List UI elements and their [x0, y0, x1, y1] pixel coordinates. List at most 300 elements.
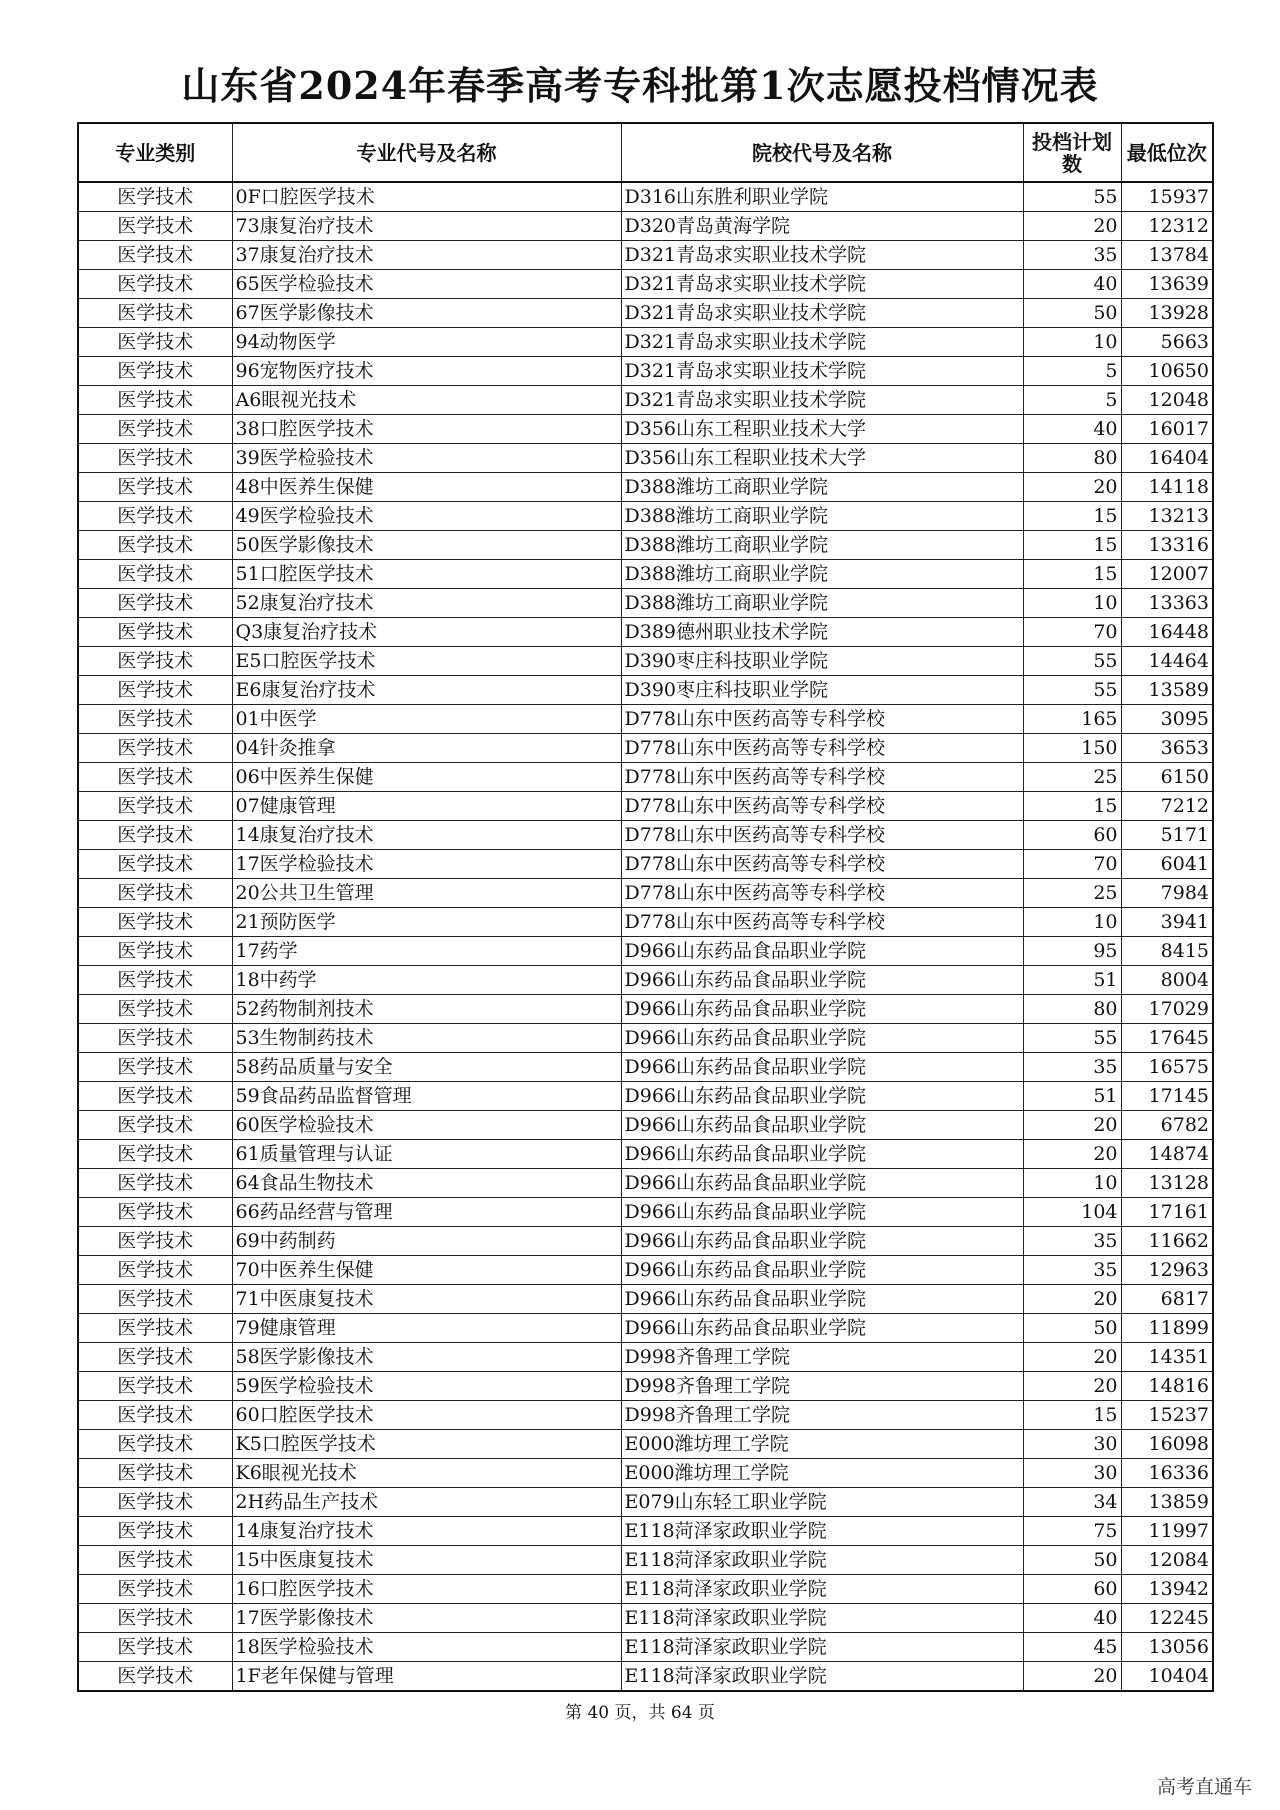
cell-plan: 20: [1023, 1285, 1121, 1314]
cell-category: 医学技术: [78, 1111, 232, 1140]
cell-school: E000潍坊理工学院: [621, 1430, 1023, 1459]
cell-category: 医学技术: [78, 386, 232, 415]
cell-plan: 50: [1023, 299, 1121, 328]
cell-category: 医学技术: [78, 647, 232, 676]
cell-category: 医学技术: [78, 589, 232, 618]
cell-category: 医学技术: [78, 473, 232, 502]
cell-category: 医学技术: [78, 734, 232, 763]
table-row: [78, 618, 1213, 647]
watermark: 高考直通车: [1156, 1776, 1252, 1798]
table-row: [78, 1285, 1213, 1314]
table-row: [78, 1053, 1213, 1082]
cell-school: D998齐鲁理工学院: [621, 1372, 1023, 1401]
cell-rank: 16017: [1121, 415, 1213, 444]
cell-rank: 8415: [1121, 937, 1213, 966]
cell-major: E5口腔医学技术: [232, 647, 621, 676]
cell-major: 50医学影像技术: [232, 531, 621, 560]
table-row: [78, 1488, 1213, 1517]
cell-major: K5口腔医学技术: [232, 1430, 621, 1459]
cell-rank: 13639: [1121, 270, 1213, 299]
cell-major: 60医学检验技术: [232, 1111, 621, 1140]
cell-major: 66药品经营与管理: [232, 1198, 621, 1227]
cell-rank: 11899: [1121, 1314, 1213, 1343]
cell-category: 医学技术: [78, 1604, 232, 1633]
cell-category: 医学技术: [78, 1459, 232, 1488]
cell-school: D356山东工程职业技术大学: [621, 444, 1023, 473]
cell-school: D966山东药品食品职业学院: [621, 1198, 1023, 1227]
cell-plan: 10: [1023, 908, 1121, 937]
table-row: [78, 1227, 1213, 1256]
table-row: [78, 357, 1213, 386]
cell-school: D320青岛黄海学院: [621, 212, 1023, 241]
table-row: [78, 212, 1213, 241]
cell-category: 医学技术: [78, 1343, 232, 1372]
cell-major: 2H药品生产技术: [232, 1488, 621, 1517]
cell-category: 医学技术: [78, 328, 232, 357]
admission-table: [77, 122, 1214, 1692]
cell-rank: 5663: [1121, 328, 1213, 357]
cell-major: 52药物制剂技术: [232, 995, 621, 1024]
cell-school: D966山东药品食品职业学院: [621, 937, 1023, 966]
table-row: [78, 705, 1213, 734]
cell-plan: 70: [1023, 618, 1121, 647]
cell-major: 70中医养生保健: [232, 1256, 621, 1285]
cell-major: Q3康复治疗技术: [232, 618, 621, 647]
table-row: [78, 908, 1213, 937]
cell-rank: 11662: [1121, 1227, 1213, 1256]
cell-school: D778山东中医药高等专科学校: [621, 734, 1023, 763]
cell-rank: 3941: [1121, 908, 1213, 937]
cell-school: D321青岛求实职业技术学院: [621, 270, 1023, 299]
cell-category: 医学技术: [78, 1372, 232, 1401]
cell-school: D778山东中医药高等专科学校: [621, 850, 1023, 879]
cell-plan: 51: [1023, 1082, 1121, 1111]
cell-plan: 15: [1023, 792, 1121, 821]
cell-category: 医学技术: [78, 792, 232, 821]
cell-major: 65医学检验技术: [232, 270, 621, 299]
cell-major: 79健康管理: [232, 1314, 621, 1343]
cell-category: 医学技术: [78, 241, 232, 270]
cell-school: D321青岛求实职业技术学院: [621, 299, 1023, 328]
cell-rank: 17029: [1121, 995, 1213, 1024]
cell-plan: 34: [1023, 1488, 1121, 1517]
cell-category: 医学技术: [78, 1198, 232, 1227]
cell-major: 61质量管理与认证: [232, 1140, 621, 1169]
cell-plan: 35: [1023, 1256, 1121, 1285]
cell-school: D390枣庄科技职业学院: [621, 676, 1023, 705]
cell-rank: 12007: [1121, 560, 1213, 589]
table-row: [78, 1459, 1213, 1488]
cell-major: 96宠物医疗技术: [232, 357, 621, 386]
cell-major: 17医学影像技术: [232, 1604, 621, 1633]
table-row: [78, 182, 1213, 212]
table-row: [78, 937, 1213, 966]
cell-school: D966山东药品食品职业学院: [621, 1082, 1023, 1111]
cell-school: D966山东药品食品职业学院: [621, 966, 1023, 995]
cell-plan: 55: [1023, 676, 1121, 705]
cell-category: 医学技术: [78, 1517, 232, 1546]
table-row: [78, 995, 1213, 1024]
cell-rank: 17161: [1121, 1198, 1213, 1227]
cell-school: D316山东胜利职业学院: [621, 182, 1023, 212]
cell-plan: 55: [1023, 647, 1121, 676]
cell-plan: 15: [1023, 560, 1121, 589]
cell-major: 71中医康复技术: [232, 1285, 621, 1314]
table-row: [78, 386, 1213, 415]
cell-category: 医学技术: [78, 1285, 232, 1314]
table-row: [78, 1604, 1213, 1633]
cell-plan: 5: [1023, 357, 1121, 386]
cell-category: 医学技术: [78, 1488, 232, 1517]
cell-plan: 55: [1023, 182, 1121, 212]
cell-rank: 13213: [1121, 502, 1213, 531]
page-number: 第 40 页，共 64 页: [565, 1703, 715, 1723]
cell-school: D356山东工程职业技术大学: [621, 415, 1023, 444]
cell-category: 医学技术: [78, 1256, 232, 1285]
table-row: [78, 531, 1213, 560]
cell-category: 医学技术: [78, 1546, 232, 1575]
cell-rank: 13928: [1121, 299, 1213, 328]
cell-major: 59食品药品监督管理: [232, 1082, 621, 1111]
cell-major: 20公共卫生管理: [232, 879, 621, 908]
cell-plan: 20: [1023, 1111, 1121, 1140]
table-row: [78, 1082, 1213, 1111]
cell-rank: 14464: [1121, 647, 1213, 676]
cell-major: 58医学影像技术: [232, 1343, 621, 1372]
cell-school: E118菏泽家政职业学院: [621, 1575, 1023, 1604]
table-row: [78, 734, 1213, 763]
cell-rank: 6782: [1121, 1111, 1213, 1140]
table-row: [78, 1111, 1213, 1140]
cell-rank: 12084: [1121, 1546, 1213, 1575]
cell-rank: 13589: [1121, 676, 1213, 705]
cell-school: D390枣庄科技职业学院: [621, 647, 1023, 676]
table-row: [78, 1198, 1213, 1227]
table-row: [78, 415, 1213, 444]
cell-major: 39医学检验技术: [232, 444, 621, 473]
cell-major: 17药学: [232, 937, 621, 966]
table-row: [78, 328, 1213, 357]
cell-category: 医学技术: [78, 1401, 232, 1430]
cell-plan: 45: [1023, 1633, 1121, 1662]
cell-plan: 60: [1023, 821, 1121, 850]
cell-major: 14康复治疗技术: [232, 1517, 621, 1546]
cell-plan: 5: [1023, 386, 1121, 415]
cell-major: 64食品生物技术: [232, 1169, 621, 1198]
cell-school: D778山东中医药高等专科学校: [621, 908, 1023, 937]
cell-major: 51口腔医学技术: [232, 560, 621, 589]
cell-category: 医学技术: [78, 763, 232, 792]
cell-major: 69中药制药: [232, 1227, 621, 1256]
table-row: [78, 270, 1213, 299]
cell-school: E118菏泽家政职业学院: [621, 1546, 1023, 1575]
cell-school: D998齐鲁理工学院: [621, 1401, 1023, 1430]
cell-major: 52康复治疗技术: [232, 589, 621, 618]
table-row: [78, 1343, 1213, 1372]
cell-category: 医学技术: [78, 705, 232, 734]
cell-major: 38口腔医学技术: [232, 415, 621, 444]
cell-rank: 12245: [1121, 1604, 1213, 1633]
cell-plan: 20: [1023, 1343, 1121, 1372]
cell-category: 医学技术: [78, 415, 232, 444]
cell-rank: 6150: [1121, 763, 1213, 792]
cell-category: 医学技术: [78, 212, 232, 241]
cell-plan: 25: [1023, 763, 1121, 792]
cell-plan: 165: [1023, 705, 1121, 734]
cell-school: D966山东药品食品职业学院: [621, 1227, 1023, 1256]
cell-rank: 14874: [1121, 1140, 1213, 1169]
cell-plan: 50: [1023, 1546, 1121, 1575]
cell-rank: 13363: [1121, 589, 1213, 618]
table-row: [78, 966, 1213, 995]
table-row: [78, 502, 1213, 531]
cell-plan: 10: [1023, 328, 1121, 357]
header-rank: 最低位次: [1121, 123, 1213, 182]
cell-major: 04针灸推拿: [232, 734, 621, 763]
cell-major: 17医学检验技术: [232, 850, 621, 879]
table-row: [78, 1169, 1213, 1198]
cell-school: D321青岛求实职业技术学院: [621, 328, 1023, 357]
cell-rank: 10404: [1121, 1662, 1213, 1692]
cell-category: 医学技术: [78, 502, 232, 531]
cell-plan: 60: [1023, 1575, 1121, 1604]
cell-category: 医学技术: [78, 357, 232, 386]
header-major: 专业代号及名称: [232, 123, 621, 182]
cell-school: D388潍坊工商职业学院: [621, 560, 1023, 589]
cell-school: E118菏泽家政职业学院: [621, 1633, 1023, 1662]
table-row: [78, 1314, 1213, 1343]
cell-category: 医学技术: [78, 908, 232, 937]
cell-plan: 80: [1023, 995, 1121, 1024]
cell-school: D321青岛求实职业技术学院: [621, 241, 1023, 270]
table-row: [78, 589, 1213, 618]
cell-major: K6眼视光技术: [232, 1459, 621, 1488]
cell-rank: 17645: [1121, 1024, 1213, 1053]
cell-category: 医学技术: [78, 618, 232, 647]
cell-major: 18医学检验技术: [232, 1633, 621, 1662]
cell-school: D388潍坊工商职业学院: [621, 531, 1023, 560]
table-row: [78, 821, 1213, 850]
cell-rank: 11997: [1121, 1517, 1213, 1546]
cell-rank: 3095: [1121, 705, 1213, 734]
cell-rank: 14118: [1121, 473, 1213, 502]
table-row: [78, 1372, 1213, 1401]
cell-rank: 13128: [1121, 1169, 1213, 1198]
cell-school: D321青岛求实职业技术学院: [621, 357, 1023, 386]
table-row: [78, 1546, 1213, 1575]
cell-major: 0F口腔医学技术: [232, 182, 621, 212]
cell-category: 医学技术: [78, 1575, 232, 1604]
cell-major: 48中医养生保健: [232, 473, 621, 502]
table-row: [78, 560, 1213, 589]
table-row: [78, 1024, 1213, 1053]
cell-category: 医学技术: [78, 821, 232, 850]
cell-rank: 16336: [1121, 1459, 1213, 1488]
cell-school: E079山东轻工职业学院: [621, 1488, 1023, 1517]
cell-rank: 16404: [1121, 444, 1213, 473]
cell-rank: 12963: [1121, 1256, 1213, 1285]
cell-plan: 40: [1023, 1604, 1121, 1633]
cell-major: 14康复治疗技术: [232, 821, 621, 850]
cell-major: 01中医学: [232, 705, 621, 734]
cell-rank: 12312: [1121, 212, 1213, 241]
header-category: 专业类别: [78, 123, 232, 182]
cell-category: 医学技术: [78, 560, 232, 589]
table-row: [78, 473, 1213, 502]
cell-plan: 50: [1023, 1314, 1121, 1343]
cell-school: D998齐鲁理工学院: [621, 1343, 1023, 1372]
cell-school: D966山东药品食品职业学院: [621, 1169, 1023, 1198]
cell-school: E118菏泽家政职业学院: [621, 1517, 1023, 1546]
cell-rank: 14351: [1121, 1343, 1213, 1372]
cell-category: 医学技术: [78, 1169, 232, 1198]
cell-category: 医学技术: [78, 531, 232, 560]
cell-plan: 150: [1023, 734, 1121, 763]
cell-category: 医学技术: [78, 1082, 232, 1111]
cell-plan: 20: [1023, 1140, 1121, 1169]
cell-major: 21预防医学: [232, 908, 621, 937]
cell-category: 医学技术: [78, 1430, 232, 1459]
cell-school: D778山东中医药高等专科学校: [621, 792, 1023, 821]
cell-rank: 10650: [1121, 357, 1213, 386]
cell-plan: 95: [1023, 937, 1121, 966]
cell-school: D388潍坊工商职业学院: [621, 589, 1023, 618]
table-row: [78, 792, 1213, 821]
cell-school: D778山东中医药高等专科学校: [621, 879, 1023, 908]
cell-major: 58药品质量与安全: [232, 1053, 621, 1082]
cell-plan: 10: [1023, 589, 1121, 618]
header-plan: 投档计划数: [1023, 123, 1121, 182]
cell-rank: 5171: [1121, 821, 1213, 850]
cell-rank: 14816: [1121, 1372, 1213, 1401]
cell-plan: 80: [1023, 444, 1121, 473]
cell-school: D966山东药品食品职业学院: [621, 1053, 1023, 1082]
cell-category: 医学技术: [78, 937, 232, 966]
cell-school: D321青岛求实职业技术学院: [621, 386, 1023, 415]
page-title: 山东省2024年春季高考专科批第1次志愿投档情况表: [181, 63, 1099, 108]
cell-plan: 20: [1023, 1662, 1121, 1692]
cell-plan: 35: [1023, 241, 1121, 270]
cell-school: D388潍坊工商职业学院: [621, 473, 1023, 502]
cell-plan: 15: [1023, 502, 1121, 531]
cell-plan: 55: [1023, 1024, 1121, 1053]
cell-rank: 7212: [1121, 792, 1213, 821]
table-body: [78, 182, 1213, 1691]
cell-category: 医学技术: [78, 182, 232, 212]
cell-plan: 75: [1023, 1517, 1121, 1546]
cell-major: 53生物制药技术: [232, 1024, 621, 1053]
cell-major: 60口腔医学技术: [232, 1401, 621, 1430]
cell-school: D778山东中医药高等专科学校: [621, 763, 1023, 792]
table-row: [78, 1633, 1213, 1662]
cell-plan: 20: [1023, 1372, 1121, 1401]
cell-rank: 3653: [1121, 734, 1213, 763]
table-row: [78, 647, 1213, 676]
cell-major: 94动物医学: [232, 328, 621, 357]
cell-plan: 104: [1023, 1198, 1121, 1227]
cell-plan: 15: [1023, 531, 1121, 560]
table-row: [78, 1401, 1213, 1430]
cell-major: 1F老年保健与管理: [232, 1662, 621, 1692]
cell-major: 37康复治疗技术: [232, 241, 621, 270]
cell-plan: 30: [1023, 1459, 1121, 1488]
cell-category: 医学技术: [78, 995, 232, 1024]
table-row: [78, 241, 1213, 270]
table-row: [78, 1517, 1213, 1546]
cell-major: 59医学检验技术: [232, 1372, 621, 1401]
cell-category: 医学技术: [78, 1053, 232, 1082]
cell-category: 医学技术: [78, 1024, 232, 1053]
cell-plan: 20: [1023, 212, 1121, 241]
cell-plan: 10: [1023, 1169, 1121, 1198]
cell-rank: 16575: [1121, 1053, 1213, 1082]
cell-rank: 8004: [1121, 966, 1213, 995]
table-header-row: [78, 123, 1213, 182]
cell-school: D778山东中医药高等专科学校: [621, 705, 1023, 734]
cell-rank: 13056: [1121, 1633, 1213, 1662]
cell-major: 18中药学: [232, 966, 621, 995]
cell-rank: 15937: [1121, 182, 1213, 212]
cell-plan: 15: [1023, 1401, 1121, 1430]
cell-category: 医学技术: [78, 850, 232, 879]
header-school: 院校代号及名称: [621, 123, 1023, 182]
cell-rank: 16448: [1121, 618, 1213, 647]
cell-major: 67医学影像技术: [232, 299, 621, 328]
table-row: [78, 1575, 1213, 1604]
cell-plan: 40: [1023, 415, 1121, 444]
cell-rank: 16098: [1121, 1430, 1213, 1459]
cell-school: D966山东药品食品职业学院: [621, 1314, 1023, 1343]
cell-school: D966山东药品食品职业学院: [621, 1285, 1023, 1314]
cell-major: 73康复治疗技术: [232, 212, 621, 241]
cell-plan: 51: [1023, 966, 1121, 995]
cell-rank: 13784: [1121, 241, 1213, 270]
cell-major: 16口腔医学技术: [232, 1575, 621, 1604]
cell-school: D966山东药品食品职业学院: [621, 1024, 1023, 1053]
cell-category: 医学技术: [78, 1140, 232, 1169]
table-row: [78, 1256, 1213, 1285]
cell-category: 医学技术: [78, 270, 232, 299]
cell-school: E000潍坊理工学院: [621, 1459, 1023, 1488]
table-row: [78, 676, 1213, 705]
table-row: [78, 763, 1213, 792]
cell-rank: 13942: [1121, 1575, 1213, 1604]
cell-rank: 15237: [1121, 1401, 1213, 1430]
cell-category: 医学技术: [78, 676, 232, 705]
cell-plan: 40: [1023, 270, 1121, 299]
cell-school: D966山东药品食品职业学院: [621, 1140, 1023, 1169]
table-row: [78, 879, 1213, 908]
cell-major: A6眼视光技术: [232, 386, 621, 415]
cell-rank: 6817: [1121, 1285, 1213, 1314]
cell-school: D966山东药品食品职业学院: [621, 995, 1023, 1024]
cell-rank: 6041: [1121, 850, 1213, 879]
table-row: [78, 1140, 1213, 1169]
cell-school: E118菏泽家政职业学院: [621, 1662, 1023, 1692]
cell-category: 医学技术: [78, 1314, 232, 1343]
cell-major: 07健康管理: [232, 792, 621, 821]
cell-major: 49医学检验技术: [232, 502, 621, 531]
cell-plan: 70: [1023, 850, 1121, 879]
cell-school: D778山东中医药高等专科学校: [621, 821, 1023, 850]
cell-category: 医学技术: [78, 966, 232, 995]
cell-rank: 7984: [1121, 879, 1213, 908]
cell-rank: 12048: [1121, 386, 1213, 415]
cell-school: D966山东药品食品职业学院: [621, 1256, 1023, 1285]
cell-rank: 13859: [1121, 1488, 1213, 1517]
cell-rank: 17145: [1121, 1082, 1213, 1111]
cell-major: 15中医康复技术: [232, 1546, 621, 1575]
